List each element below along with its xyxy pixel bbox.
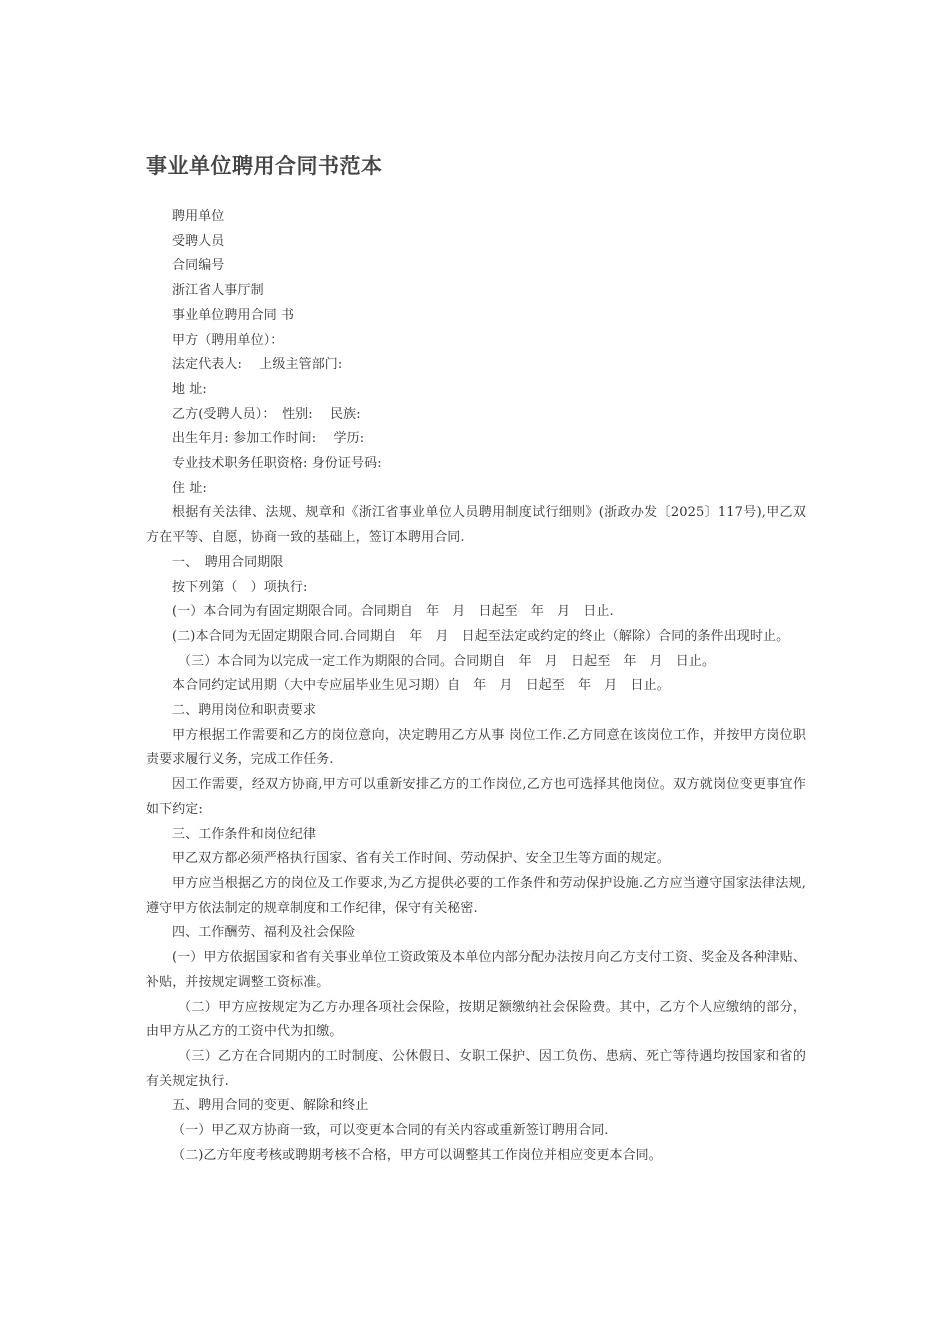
section-5-paragraph-1: （一）甲乙双方协商一致，可以变更本合同的有关内容或重新签订聘用合同. bbox=[172, 1123, 609, 1139]
party-b-address-line: 住 址: bbox=[172, 480, 207, 496]
section-1-item-2: (二)本合同为无固定期限合同.合同期自 年 月 日起至法定或约定的终止（解除）合同的条件出现时止。 bbox=[172, 628, 790, 644]
preamble-paragraph: 根据有关法律、法规、规章和《浙江省事业单位人员聘用制度试行细则》(浙政办发〔2025〕117号),甲乙双方在平等、自愿，协商一致的基础上，签订本聘用合同. bbox=[146, 505, 806, 546]
section-1-item-1: (一）本合同为有固定期限合同。合同期自 年 月 日起至 年 月 日止. bbox=[172, 604, 614, 620]
section-4-paragraph-1: (一）甲方依据国家和省有关事业单位工资政策及本单位内部分配办法按月向乙方支付工资、奖金及各种津贴、补贴，并按规定调整工资标准。 bbox=[146, 950, 806, 990]
section-4-heading: 四、工作酬劳、福利及社会保险 bbox=[172, 925, 356, 941]
cover-employee: 受聘人员 bbox=[172, 233, 225, 249]
section-4-paragraph-3: （三）乙方在合同期内的工时制度、公休假日、女职工保护、因工负伤、患病、死亡等待遇均按国家和省的有关规定执行. bbox=[146, 1048, 806, 1089]
cover-document-name: 事业单位聘用合同 书 bbox=[172, 307, 295, 323]
party-b-line: 乙方(受聘人员）： 性别: 民族: bbox=[172, 406, 361, 422]
section-2-paragraph-2: 因工作需要，经双方协商,甲方可以重新安排乙方的工作岗位,乙方也可选择其他岗位。双方就岗位变更事宜作如下约定: bbox=[146, 777, 806, 817]
section-2-paragraph-1: 甲方根据工作需要和乙方的岗位意向，决定聘用乙方从事 岗位工作.乙方同意在该岗位工作，并按甲方岗位职责要求履行义务，完成工作任务. bbox=[146, 727, 806, 768]
section-1-probation: 本合同约定试用期（大中专应届毕业生见习期）自 年 月 日起至 年 月 日止。 bbox=[172, 678, 670, 694]
section-5-paragraph-2: （二)乙方年度考核或聘期考核不合格，甲方可以调整其工作岗位并相应变更本合同。 bbox=[172, 1147, 662, 1163]
section-3-heading: 三、工作条件和岗位纪律 bbox=[172, 826, 317, 842]
section-3-paragraph-2: 甲方应当根据乙方的岗位及工作要求,为乙方提供必要的工作条件和劳动保护设施.乙方应当遵守国家法律法规,遵守甲方依法制定的规章制度和工作纪律，保守有关秘密. bbox=[146, 875, 806, 916]
legal-rep-line: 法定代表人: 上级主管部门: bbox=[172, 357, 343, 373]
party-a-line: 甲方（聘用单位）： bbox=[172, 332, 284, 348]
document-title: 事业单位聘用合同书范本 bbox=[146, 154, 383, 178]
party-a-address-line: 地 址: bbox=[172, 381, 207, 397]
party-b-birth-line: 出生年月: 参加工作时间: 学历: bbox=[172, 431, 365, 447]
cover-issuer: 浙江省人事厅制 bbox=[172, 283, 264, 299]
cover-employer: 聘用单位 bbox=[172, 209, 225, 224]
section-1-item-3: （三）本合同为以完成一定工作为期限的合同。合同期自 年 月 日起至 年 月 日止。 bbox=[178, 653, 716, 669]
section-4-paragraph-2: （二）甲方应按规定为乙方办理各项社会保险，按期足额缴纳社会保险费。其中，乙方个人应缴纳的部分，由甲方从乙方的工资中代为扣缴。 bbox=[146, 999, 806, 1040]
document-body bbox=[146, 205, 806, 1168]
section-1-choose: 按下列第（ ）项执行: bbox=[172, 579, 308, 595]
section-1-heading: 一、 聘用合同期限 bbox=[172, 554, 284, 570]
cover-contract-number: 合同编号 bbox=[172, 258, 225, 274]
section-5-heading: 五、聘用合同的变更、解除和终止 bbox=[172, 1098, 369, 1114]
party-b-qualification-line: 专业技术职务任职资格: 身份证号码: bbox=[172, 456, 382, 472]
section-3-paragraph-1: 甲乙双方都必须严格执行国家、省有关工作时间、劳动保护、安全卫生等方面的规定。 bbox=[172, 851, 670, 867]
section-2-heading: 二、聘用岗位和职责要求 bbox=[172, 703, 317, 719]
